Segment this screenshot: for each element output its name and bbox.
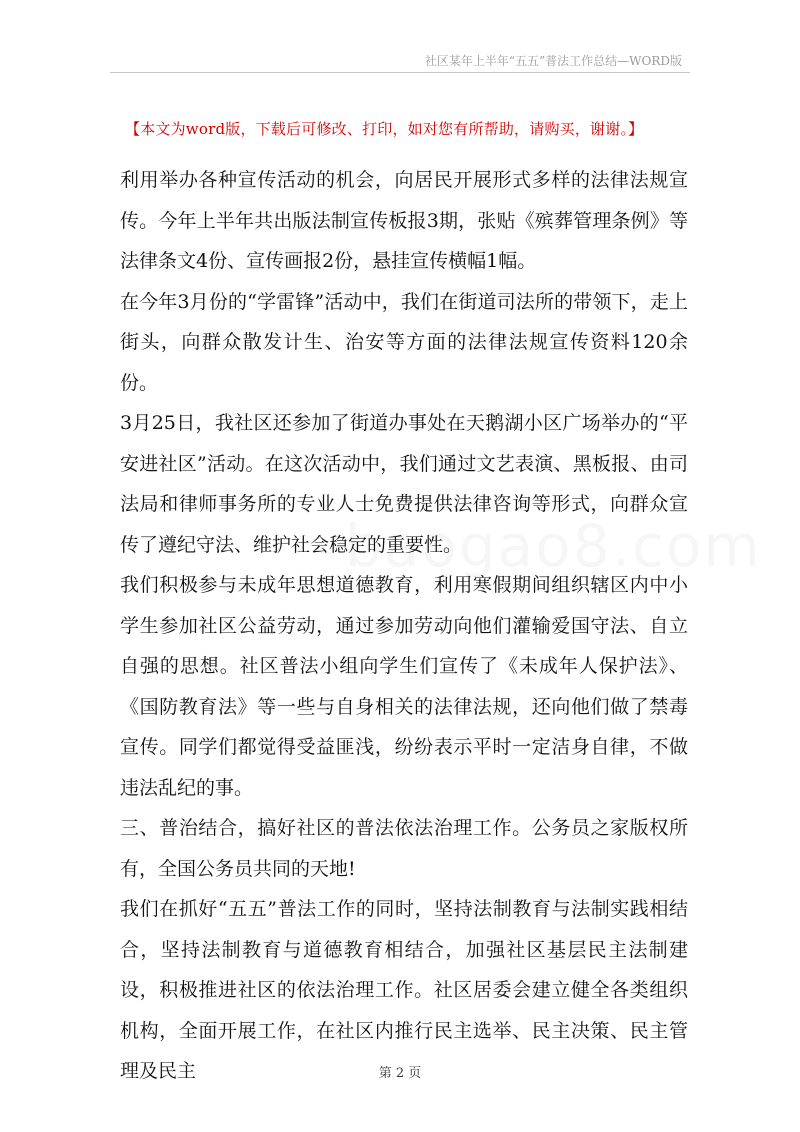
document-body [120, 160, 688, 1092]
section-heading-paragraph: 三、普治结合，搞好社区的普法依法治理工作。公务员之家版权所有，全国公务员共同的天地! [120, 817, 688, 880]
paragraph: 我们积极参与未成年思想道德教育，利用寒假期间组织辖区内中小学生参加社区公益劳动，通过参加劳动向他们灌输爱国守法、自立自强的思想。社区普法小组向学生们宣传了《未成年人保护法》、《国防教育法》等一些与自身相关的法律法规，还向他们做了禁毒宣传。同学们都觉得受益匪浅，纷纷表示平时一定洁身自律，不做违法乱纪的事。 [120, 574, 688, 799]
paragraph: 利用举办各种宣传活动的机会，向居民开展形式多样的法律法规宣传。今年上半年共出版法制宣传板报3期，张贴《殡葬管理条例》等法律条文4份、宣传画报2份，悬挂宣传横幅1幅。 [120, 169, 688, 272]
paragraph: 我们在抓好“五五”普法工作的同时，坚持法制教育与法制实践相结合，坚持法制教育与道德教育相结合，加强社区基层民主法制建设，积极推进社区的依法治理工作。社区居委会建立健全各类组织机构，全面开展工作，在社区内推行民主选举、民主决策、民主管理及民主 [120, 898, 688, 1082]
download-notice: 【本文为word版，下载后可修改、打印，如对您有所帮助，请购买，谢谢。】 [125, 120, 644, 138]
paragraph: 3月25日，我社区还参加了街道办事处在天鹅湖小区广场举办的“平安进社区”活动。在这次活动中，我们通过文艺表演、黑板报、由司法局和律师事务所的专业人士免费提供法律咨询等形式，向群众宣传了遵纪守法、维护社会稳定的重要性。 [120, 412, 688, 556]
page-number: 第 2 页 [378, 1066, 422, 1081]
running-header: 社区某年上半年“五五”普法工作总结—WORD版 [424, 54, 682, 68]
paragraph: 在今年3月份的“学雷锋”活动中，我们在街道司法所的带领下，走上街头，向群众散发计生、治安等方面的法律法规宣传资料120余份。 [120, 290, 688, 394]
header-divider [110, 72, 690, 73]
